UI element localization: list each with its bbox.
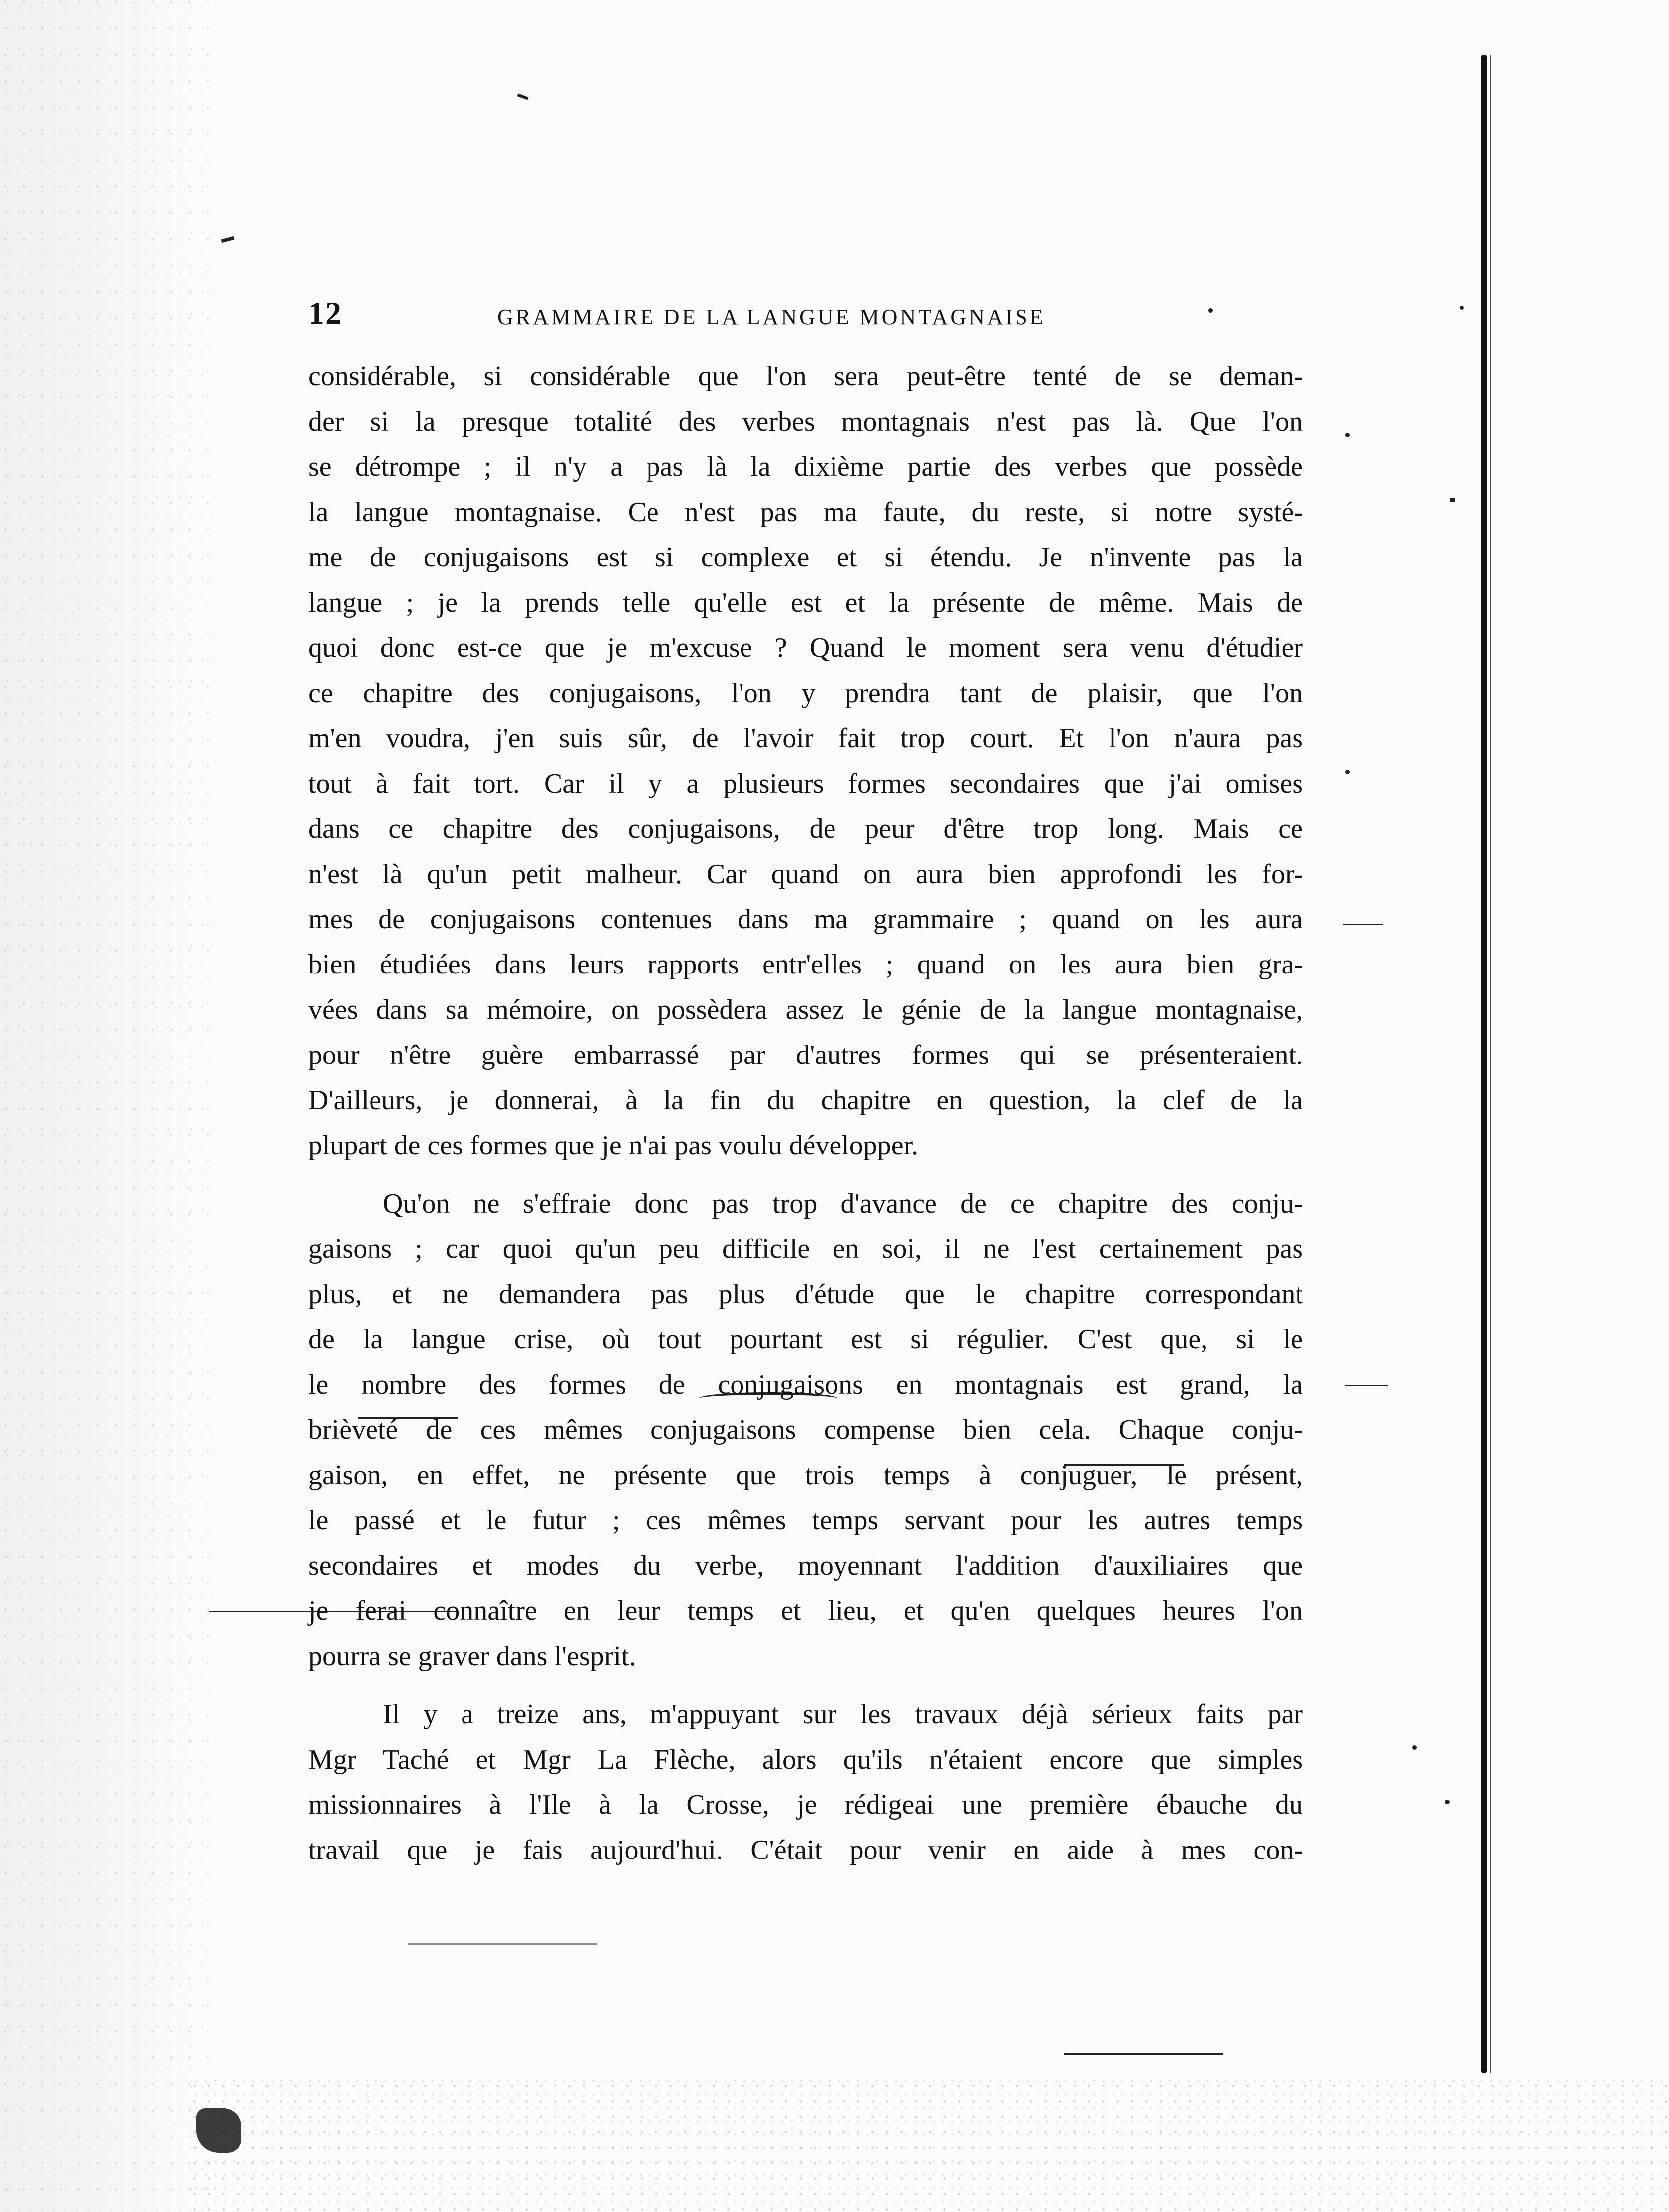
text-line: secondaires et modes du verbe, moyennant l'addition d'auxiliaires que [308,1550,1303,1581]
text-line: me de conjugaisons est si complexe et si étendu. Je n'invente pas la [308,542,1303,573]
binding-edge-line-thin [1490,55,1491,2073]
text-line: mes de conjugaisons contenues dans ma grammaire ; quand on les aura [308,904,1303,935]
page-number: 12 [308,295,342,331]
text-line: pourra se graver dans l'esprit. [308,1641,636,1672]
text-line: m'en voudra, j'en suis sûr, de l'avoir fait trop court. Et l'on n'aura pas [308,723,1303,754]
stray-mark [1450,498,1455,502]
text-line: Mgr Taché et Mgr La Flèche, alors qu'ils n'étaient encore que simples [308,1744,1303,1775]
body-text [308,354,1303,1873]
paragraph [308,354,1303,1168]
text-line: considérable, si considérable que l'on sera peut-être tenté de se deman- [308,361,1303,392]
binding-edge-line [1481,55,1487,2073]
text-line: le passé et le futur ; ces mêmes temps servant pour les autres temps [308,1505,1303,1536]
text-line: vées dans sa mémoire, on possèdera assez le génie de la langue montagnaise, [308,994,1303,1025]
text-line: la langue montagnaise. Ce n'est pas ma faute, du reste, si notre systé- [308,497,1303,528]
text-line: pour n'être guère embarrassé par d'autres formes qui se présenteraient. [308,1040,1303,1070]
stray-mark [221,236,235,243]
text-line: gaison, en effet, ne présente que trois temps à conjuguer, le présent, [308,1460,1303,1491]
stray-mark [517,93,529,100]
stray-mark [1343,924,1383,925]
text-line: se détrompe ; il n'y a pas là la dixième partie des verbes que possède [308,451,1303,482]
text-line: tout à fait tort. Car il y a plusieurs formes secondaires que j'ai omises [308,768,1303,799]
scan-noise-left-margin [0,0,214,2212]
text-line: plupart de ces formes que je n'ai pas voulu développer. [308,1130,919,1161]
paragraph-gap [308,1679,1303,1692]
text-line: bien étudiées dans leurs rapports entr'elles ; quand on les aura bien gra- [308,949,1303,980]
paragraph [308,1181,1303,1679]
text-line: quoi donc est-ce que je m'excuse ? Quand le moment sera venu d'étudier [308,632,1303,663]
text-line: D'ailleurs, je donnerai, à la fin du chapitre en question, la clef de la [308,1085,1303,1116]
text-line: dans ce chapitre des conjugaisons, de peur d'être trop long. Mais ce [308,813,1303,844]
text-line: de la langue crise, où tout pourtant est si régulier. C'est que, si le [308,1324,1303,1355]
text-line: langue ; je la prends telle qu'elle est et la présente de même. Mais de [308,587,1303,618]
text-line: missionnaires à l'Ile à la Crosse, je rédigeai une première ébauche du [308,1789,1303,1820]
text-line: travail que je fais aujourd'hui. C'était pour venir en aide à mes con- [308,1835,1303,1865]
text-line: der si la presque totalité des verbes montagnais n'est pas là. Que l'on [308,406,1303,437]
text-line: je ferai connaître en leur temps et lieu, et qu'en quelques heures l'on [308,1595,1303,1626]
text-line: Qu'on ne s'effraie donc pas trop d'avance de ce chapitre des conju- [383,1188,1303,1219]
stray-mark [1345,770,1350,774]
text-line: brièveté de ces mêmes conjugaisons compense bien cela. Chaque conju- [308,1415,1303,1445]
text-line: gaisons ; car quoi qu'un peu difficile en soi, il ne l'est certainement pas [308,1234,1303,1264]
stray-mark [1460,306,1464,310]
stray-mark [1445,1800,1450,1804]
stray-mark [1345,433,1350,437]
ink-blot [196,2108,241,2153]
text-line: le nombre des formes de conjugaisons en montagnais est grand, la [308,1369,1303,1400]
stray-mark [1345,1385,1388,1386]
scan-noise-bottom-margin [189,2078,1669,2212]
text-line: ce chapitre des conjugaisons, l'on y prendra tant de plaisir, que l'on [308,678,1303,708]
text-line: Il y a treize ans, m'appuyant sur les travaux déjà sérieux faits par [383,1699,1303,1730]
text-line: n'est là qu'un petit malheur. Car quand on aura bien approfondi les for- [308,859,1303,889]
stray-mark [408,1943,597,1945]
text-line: plus, et ne demandera pas plus d'étude que le chapitre correspondant [308,1279,1303,1310]
paragraph [308,1692,1303,1873]
page-header [308,291,1343,336]
stray-mark [1412,1745,1417,1750]
running-head: GRAMMAIRE DE LA LANGUE MONTAGNAISE [497,305,1046,329]
paragraph-gap [308,1168,1303,1181]
stray-mark [1064,2053,1223,2055]
